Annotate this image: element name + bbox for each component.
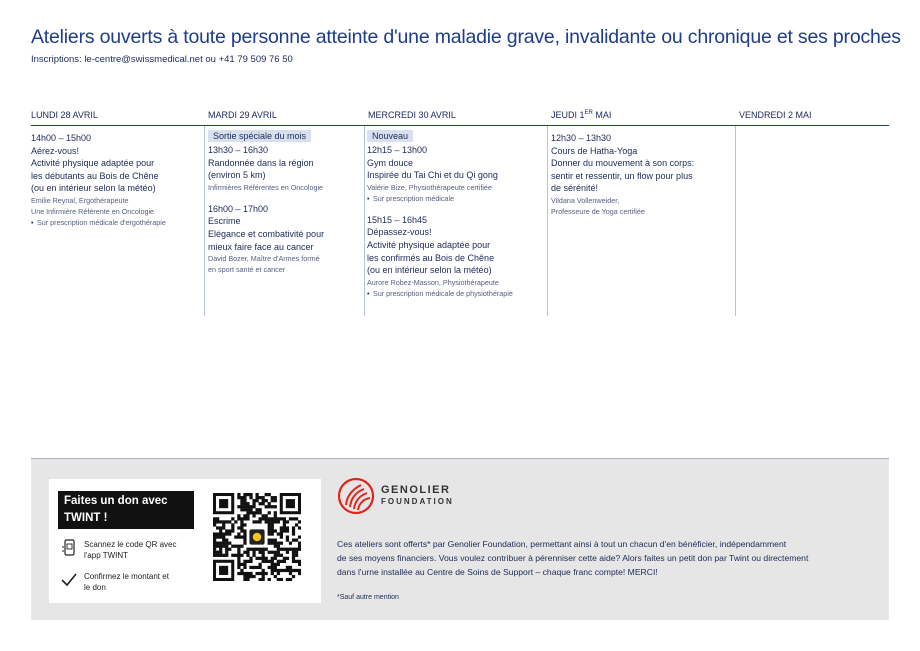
session-title-line: Donner du mouvement à son corps: (551, 158, 695, 169)
session-staff: Aurore Robez-Masson, Physiothérapeute (367, 277, 499, 287)
special-outing-tag: Sortie spéciale du mois (208, 130, 311, 142)
session-title-line: sentir et ressentir, un flow pour plus (551, 170, 693, 181)
session-staff: Une Infirmière Référente en Oncologie (31, 206, 155, 216)
donation-text-line: Ces ateliers sont offerts* par Genolier Foundation, permettant ainsi à tout un chacun d'en bénéficier, indépendamment (337, 539, 787, 549)
column-divider (204, 126, 205, 316)
session-title-line: Cours de Hatha-Yoga (551, 145, 638, 156)
schedule-header (31, 110, 889, 126)
session-title-line: Escrime (208, 216, 241, 227)
session-title-line: Aérez-vous! (31, 145, 80, 156)
thursday-sup: ER (584, 110, 593, 116)
session-staff: Vildana Vollenweider, (551, 195, 620, 205)
column-divider (364, 126, 365, 316)
logo-subname: FOUNDATION (381, 497, 454, 506)
session-title-line: de sérénité! (551, 183, 599, 194)
session-title-line: Activité physique adaptée pour (31, 158, 155, 169)
logo-name: GENOLIER (381, 484, 451, 496)
thursday-prefix: JEUDI 1 (551, 110, 585, 120)
donation-text-line: de ses moyens financiers. Vous voulez contribuer à pérenniser cette aide? Alors faites un petit don par Twint ou directement (337, 553, 809, 563)
twint-title-line: Faites un don avec (64, 495, 168, 507)
session-staff: Infirmières Référentes en Oncologie (208, 182, 324, 192)
day-header-wednesday: MERCREDI 30 AVRIL (368, 110, 456, 120)
session-title-line: mieux faire face au cancer (208, 241, 314, 252)
session-time: 14h00 – 15h00 (31, 133, 92, 143)
column-divider (735, 126, 736, 316)
wednesday-column (367, 130, 545, 299)
tuesday-column (208, 130, 363, 275)
footnote: *Sauf autre mention (337, 594, 399, 601)
session-time: 16h00 – 17h00 (208, 203, 269, 214)
step-text: le don (84, 583, 106, 592)
session-time: 15h15 – 16h45 (367, 214, 428, 225)
step-text: l'app TWINT (84, 551, 129, 560)
inscriptions-contact: Inscriptions: le-centre@swissmedical.net ou +41 79 509 76 50 (31, 54, 293, 65)
twint-title-line: TWINT ! (64, 512, 108, 524)
scan-step (60, 539, 177, 561)
session-note: • Sur prescription médicale (367, 193, 545, 204)
step-text: Confirmez le montant et (84, 572, 169, 581)
day-header-monday: LUNDI 28 AVRIL (31, 110, 98, 120)
session-title-line: (ou en intérieur selon la météo) (31, 183, 156, 194)
thursday-suffix: MAI (592, 110, 612, 120)
session-title-line: les débutants au Bois de Chêne (31, 170, 159, 181)
confirm-step (60, 571, 169, 593)
day-header-thursday (551, 110, 611, 120)
session-title-line: Gym douce (367, 157, 414, 168)
session-title-line: Inspirée du Tai Chi et du Qi gong (367, 170, 498, 181)
session-note: • Sur prescription médicale de physiothérapie (367, 288, 545, 299)
phone-scan-icon (60, 539, 78, 557)
checkmark-icon (60, 571, 78, 589)
thursday-column (551, 132, 733, 217)
genolier-flame-icon (337, 477, 375, 515)
session-note: • Sur prescription médicale d'ergothérapie (31, 217, 201, 228)
twint-title (58, 491, 194, 529)
page-title: Ateliers ouverts à toute personne atteinte d'une maladie grave, invalidante ou chronique et ses proches (31, 26, 901, 48)
session-time: 12h15 – 13h00 (367, 145, 428, 155)
new-tag: Nouveau (367, 130, 413, 142)
session-title-line: les confirmés au Bois de Chêne (367, 252, 495, 263)
donation-text (337, 537, 877, 579)
twint-qr-code[interactable] (213, 493, 301, 581)
monday-column (31, 132, 201, 228)
session-staff: en sport santé et cancer (208, 265, 286, 275)
genolier-foundation-logo (337, 477, 454, 515)
session-title-line: (ou en intérieur selon la météo) (367, 265, 492, 276)
donation-text-line: dans l'urne installée au Centre de Soins de Support – chaque franc compte! MERCI! (337, 567, 658, 577)
session-title-line: (environ 5 km) (208, 170, 266, 181)
session-title-line: Elégance et combativité pour (208, 228, 325, 239)
donation-footer (31, 458, 889, 620)
session-time: 12h30 – 13h30 (551, 133, 612, 143)
session-title-line: Activité physique adaptée pour (367, 239, 491, 250)
day-header-tuesday: MARDI 29 AVRIL (208, 110, 277, 120)
session-title-line: Dépassez-vous! (367, 227, 432, 238)
step-text: Scannez le code QR avec (84, 540, 177, 549)
session-title-line: Randonnée dans la région (208, 157, 314, 168)
session-staff: Professeure de Yoga certifiée (551, 206, 645, 216)
twint-donation-card (49, 479, 321, 603)
session-staff: David Bozer, Maître d'Armes formé (208, 254, 320, 264)
day-header-friday: VENDREDI 2 MAI (739, 110, 812, 120)
session-staff: Valérie Bize, Physiothérapeute certifiée (367, 182, 492, 192)
session-staff: Emilie Reynal, Ergothérapeute (31, 195, 129, 205)
session-time: 13h30 – 16h30 (208, 145, 269, 155)
column-divider (547, 126, 548, 316)
